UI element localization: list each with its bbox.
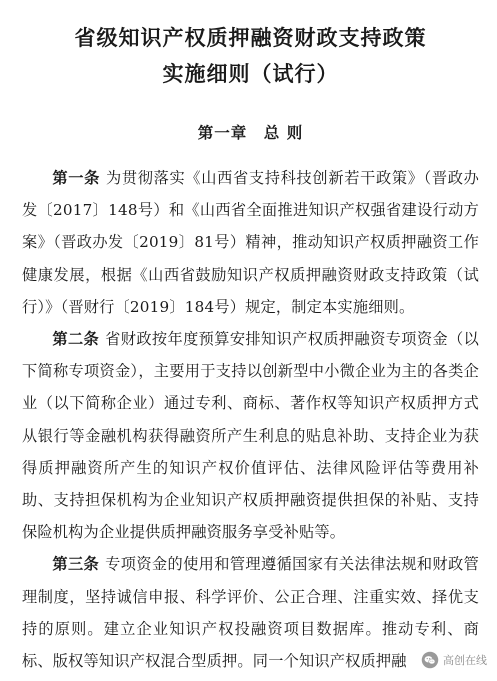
article-2 bbox=[22, 323, 479, 548]
wechat-icon bbox=[421, 651, 439, 669]
article-text: 省财政按年度预算安排知识产权质押融资专项资金（以下简称专项资金），主要用于支持以创新型中小微企业为主的各类企业（以下简称企业）通过专利、商标、著作权等知识产权质押方式从银行等金融机构获得融资所产生利息的贴息补助、支持企业为获得质押融资所产生的知识产权价值评估、法律风险评估等费用补助、支持担保机构为企业知识产权质押融资提供担保的补贴、支持保险机构为企业提供质押融资服务享受补贴等。 bbox=[22, 330, 479, 542]
watermark-label: 高创在线 bbox=[443, 654, 487, 667]
title-line-1: 省级知识产权质押融资财政支持政策 bbox=[74, 26, 427, 50]
chapter-heading: 第一章 总 则 bbox=[197, 124, 304, 142]
article-3 bbox=[22, 548, 479, 677]
article-text: 专项资金的使用和管理遵循国家有关法律法规和财政管理制度，坚持诚信申报、科学评价、公正合理、注重实效、择优支持的原则。建立企业知识产权投融资项目数据库。推动专利、商标、版权等知识产权混合型质押。同一个知识产权质押融 bbox=[22, 555, 479, 671]
article-text: 为贯彻落实《山西省支持科技创新若干政策》（晋政办发〔2017〕148号）和《山西省全面推进知识产权强省建设行动方案》（晋政办发〔2019〕81号）精神，推动知识产权质押融资工作健康发展，根据《山西省鼓励知识产权质押融资财政支持政策（试行）》（晋财行〔2019〕184号）规定，制定本实施细则。 bbox=[22, 169, 479, 316]
title-line-2: 实施细则（试行） bbox=[162, 62, 339, 86]
article-number: 第二条 bbox=[52, 330, 100, 349]
article-1 bbox=[22, 162, 479, 323]
article-number: 第一条 bbox=[52, 169, 101, 187]
document-title bbox=[22, 0, 479, 92]
article-number: 第三条 bbox=[52, 555, 100, 574]
source-watermark bbox=[421, 651, 487, 669]
